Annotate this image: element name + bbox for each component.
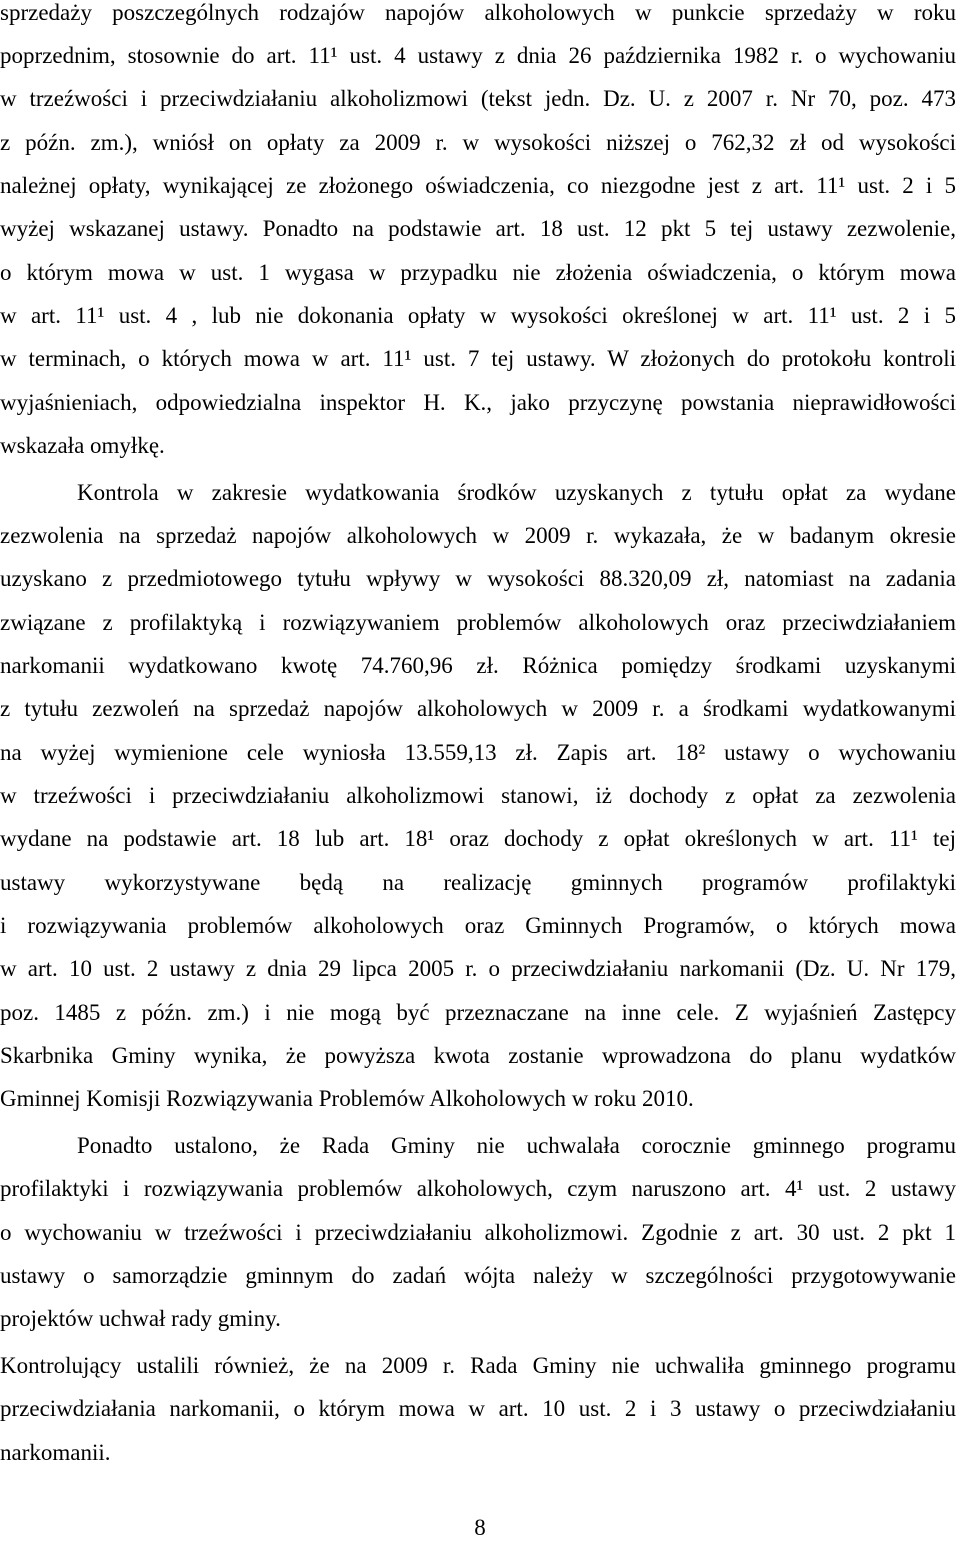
text-line: projektów uchwał rady gminy. bbox=[0, 1306, 281, 1331]
text-line: Skarbnika Gminy wynika, że powyższa kwota zostanie wprowadzona do planu wydatków bbox=[0, 1043, 956, 1068]
text-line: narkomanii wydatkowano kwotę 74.760,96 zł. Różnica pomiędzy środkami uzyskanymi bbox=[0, 653, 956, 678]
text-line: przeciwdziałania narkomanii, o którym mowa w art. 10 ust. 2 i 3 ustawy o przeciwdziałaniu bbox=[0, 1396, 956, 1421]
text-line: z tytułu zezwoleń na sprzedaż napojów alkoholowych w 2009 r. a środkami wydatkowanymi bbox=[0, 696, 956, 721]
text-line: wydane na podstawie art. 18 lub art. 18¹ oraz dochody z opłat określonych w art. 11¹ tej bbox=[0, 826, 956, 851]
page-number: 8 bbox=[474, 1515, 486, 1540]
text-line: poprzednim, stosownie do art. 11¹ ust. 4 ustawy z dnia 26 października 1982 r. o wychowaniu bbox=[0, 43, 956, 68]
text-line: z późn. zm.), wniósł on opłaty za 2009 r. w wysokości niższej o 762,32 zł od wysokości bbox=[0, 130, 956, 155]
text-line: ustawy wykorzystywane będą na realizację gminnych programów profilaktyki bbox=[0, 870, 956, 895]
text-line: w terminach, o których mowa w art. 11¹ ust. 7 tej ustawy. W złożonych do protokołu kontroli bbox=[0, 346, 956, 371]
text-line: w art. 10 ust. 2 ustawy z dnia 29 lipca 2005 r. o przeciwdziałaniu narkomanii (Dz. U. Nr 179, bbox=[0, 956, 956, 981]
text-line: związane z profilaktyką i rozwiązywaniem problemów alkoholowych oraz przeciwdziałaniem bbox=[0, 610, 956, 635]
text-line: poz. 1485 z późn. zm.) i nie mogą być przeznaczane na inne cele. Z wyjaśnień Zastępcy bbox=[0, 1000, 956, 1025]
text-line: narkomanii. bbox=[0, 1440, 111, 1465]
text-line: Kontrola w zakresie wydatkowania środków uzyskanych z tytułu opłat za wydane bbox=[77, 480, 956, 505]
text-line: Gminnej Komisji Rozwiązywania Problemów Alkoholowych w roku 2010. bbox=[0, 1086, 694, 1111]
text-line: ustawy o samorządzie gminnym do zadań wójta należy w szczególności przygotowywanie bbox=[0, 1263, 956, 1288]
text-line: Ponadto ustalono, że Rada Gminy nie uchwalała corocznie gminnego programu bbox=[77, 1133, 956, 1158]
text-line: należnej opłaty, wynikającej ze złożonego oświadczenia, co niezgodne jest z art. 11¹ ust. 2 i 5 bbox=[0, 173, 956, 198]
text-line: na wyżej wymienione cele wyniosła 13.559,13 zł. Zapis art. 18² ustawy o wychowaniu bbox=[0, 740, 956, 765]
text-line: i rozwiązywania problemów alkoholowych oraz Gminnych Programów, o których mowa bbox=[0, 913, 956, 938]
text-line: w trzeźwości i przeciwdziałaniu alkoholizmowi (tekst jedn. Dz. U. z 2007 r. Nr 70, poz. 473 bbox=[0, 86, 956, 111]
text-line: profilaktyki i rozwiązywania problemów alkoholowych, czym naruszono art. 4¹ ust. 2 ustawy bbox=[0, 1176, 956, 1201]
text-line: zezwolenia na sprzedaż napojów alkoholowych w 2009 r. wykazała, że w badanym okresie bbox=[0, 523, 956, 548]
text-line: wyjaśnieniach, odpowiedzialna inspektor H. K., jako przyczynę powstania nieprawidłowości bbox=[0, 390, 956, 415]
text-line: w trzeźwości i przeciwdziałaniu alkoholizmowi stanowi, iż dochody z opłat za zezwolenia bbox=[0, 783, 956, 808]
text-line: wskazała omyłkę. bbox=[0, 433, 165, 458]
text-line: sprzedaży poszczególnych rodzajów napojów alkoholowych w punkcie sprzedaży w roku bbox=[0, 0, 956, 25]
text-line: o wychowaniu w trzeźwości i przeciwdziałaniu alkoholizmowi. Zgodnie z art. 30 ust. 2 pkt 1 bbox=[0, 1220, 956, 1245]
text-line: o którym mowa w ust. 1 wygasa w przypadku nie złożenia oświadczenia, o którym mowa bbox=[0, 260, 956, 285]
text-line: Kontrolujący ustalili również, że na 2009 r. Rada Gminy nie uchwaliła gminnego programu bbox=[0, 1353, 956, 1378]
text-line: uzyskano z przedmiotowego tytułu wpływy w wysokości 88.320,09 zł, natomiast na zadania bbox=[0, 566, 956, 591]
text-line: w art. 11¹ ust. 4 , lub nie dokonania opłaty w wysokości określonej w art. 11¹ ust. 2 i 5 bbox=[0, 303, 956, 328]
text-line: wyżej wskazanej ustawy. Ponadto na podstawie art. 18 ust. 12 pkt 5 tej ustawy zezwolenie, bbox=[0, 216, 956, 241]
